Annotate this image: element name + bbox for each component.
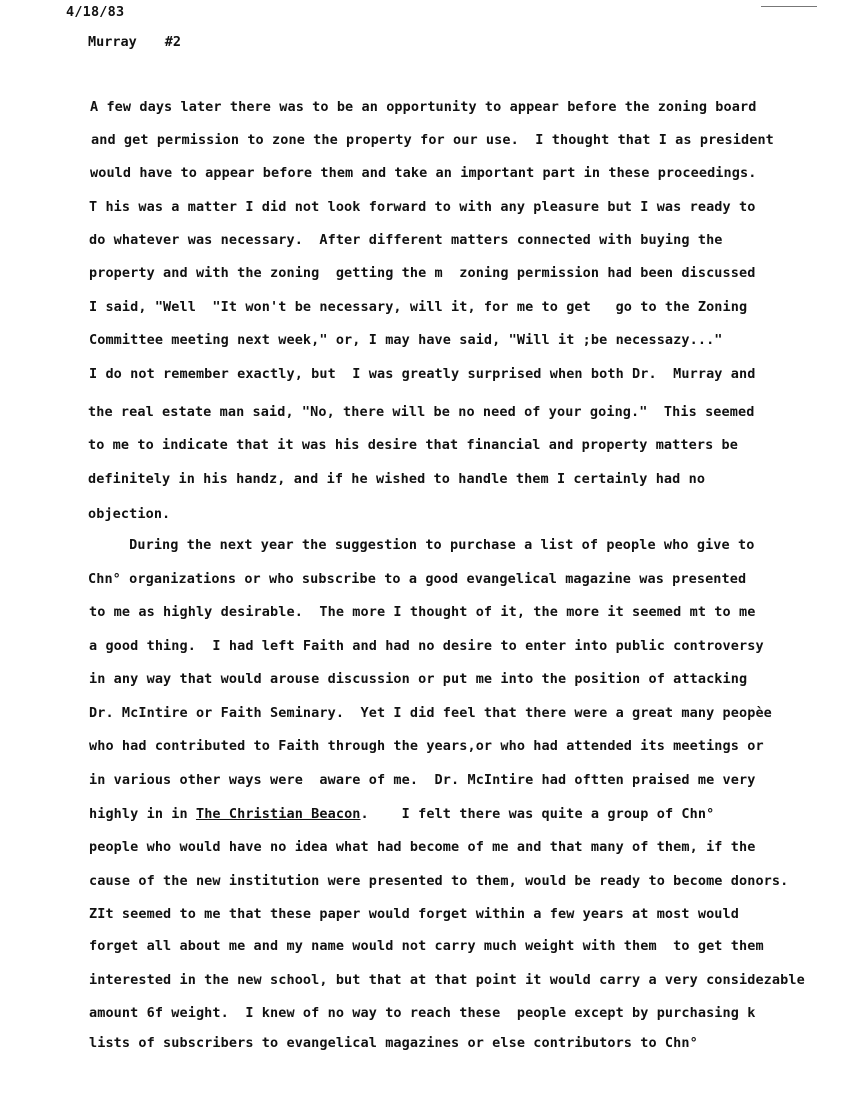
- text-line: I said, "Well "It won't be necessary, will it, for me to get go to the Zoning: [89, 299, 748, 315]
- text-line: definitely in his handz, and if he wished to handle them I certainly had no: [88, 471, 706, 487]
- text-line: forget all about me and my name would not carry much weight with them to get them: [89, 938, 764, 954]
- text-line: Chn° organizations or who subscribe to a good evangelical magazine was presented: [88, 571, 747, 587]
- text-line: and get permission to zone the property for our use. I thought that I as president: [91, 132, 774, 148]
- text-line: highly in in The Christian Beacon. I felt there was quite a group of Chn°: [89, 806, 715, 822]
- text-line: cause of the new institution were presented to them, would be ready to become donors.: [89, 873, 789, 889]
- text-line: T his was a matter I did not look forward to with any pleasure but I was ready to: [89, 199, 756, 215]
- text-line: Committee meeting next week," or, I may have said, "Will it ;be necessazy...": [89, 332, 723, 348]
- text-line: to me to indicate that it was his desire that financial and property matters be: [88, 437, 738, 453]
- text-line: Dr. McIntire or Faith Seminary. Yet I did feel that there were a great many peopèe: [89, 705, 772, 721]
- text-line: would have to appear before them and take an important part in these proceedings.: [90, 165, 757, 181]
- page-number: #2: [164, 34, 182, 50]
- text-line: do whatever was necessary. After different matters connected with buying the: [89, 232, 723, 248]
- text-line: A few days later there was to be an opportunity to appear before the zoning board: [90, 99, 757, 115]
- text-line: I do not remember exactly, but I was greatly surprised when both Dr. Murray and: [89, 366, 756, 382]
- text-line: the real estate man said, "No, there will be no need of your going." This seemed: [88, 404, 755, 420]
- text-line: During the next year the suggestion to purchase a list of people who give to: [88, 537, 755, 553]
- underlined-title: The Christian Beacon: [195, 806, 361, 822]
- document-date: 4/18/83: [66, 4, 125, 20]
- text-line: interested in the new school, but that at that point it would carry a very considezable: [89, 972, 805, 988]
- text-line: objection.: [88, 506, 171, 522]
- text-line: a good thing. I had left Faith and had no desire to enter into public controversy: [89, 638, 764, 654]
- author-name: Murray: [88, 34, 137, 50]
- text-line: ZIt seemed to me that these paper would forget within a few years at most would: [89, 906, 739, 922]
- text-line: amount 6f weight. I knew of no way to reach these people except by purchasing k: [89, 1005, 756, 1021]
- text-line: in any way that would arouse discussion or put me into the position of attacking: [89, 671, 748, 687]
- text-line: in various other ways were aware of me. Dr. McIntire had oftten praised me very: [89, 772, 756, 788]
- document-header: [88, 34, 181, 50]
- corner-pen-mark: [761, 6, 817, 7]
- text-line: to me as highly desirable. The more I thought of it, the more it seemed mt to me: [89, 604, 756, 620]
- text-line: who had contributed to Faith through the years,or who had attended its meetings or: [89, 738, 764, 754]
- text-line: property and with the zoning getting the m zoning permission had been discussed: [89, 265, 756, 281]
- text-line: lists of subscribers to evangelical magazines or else contributors to Chn°: [89, 1035, 698, 1051]
- text-line: people who would have no idea what had become of me and that many of them, if the: [89, 839, 756, 855]
